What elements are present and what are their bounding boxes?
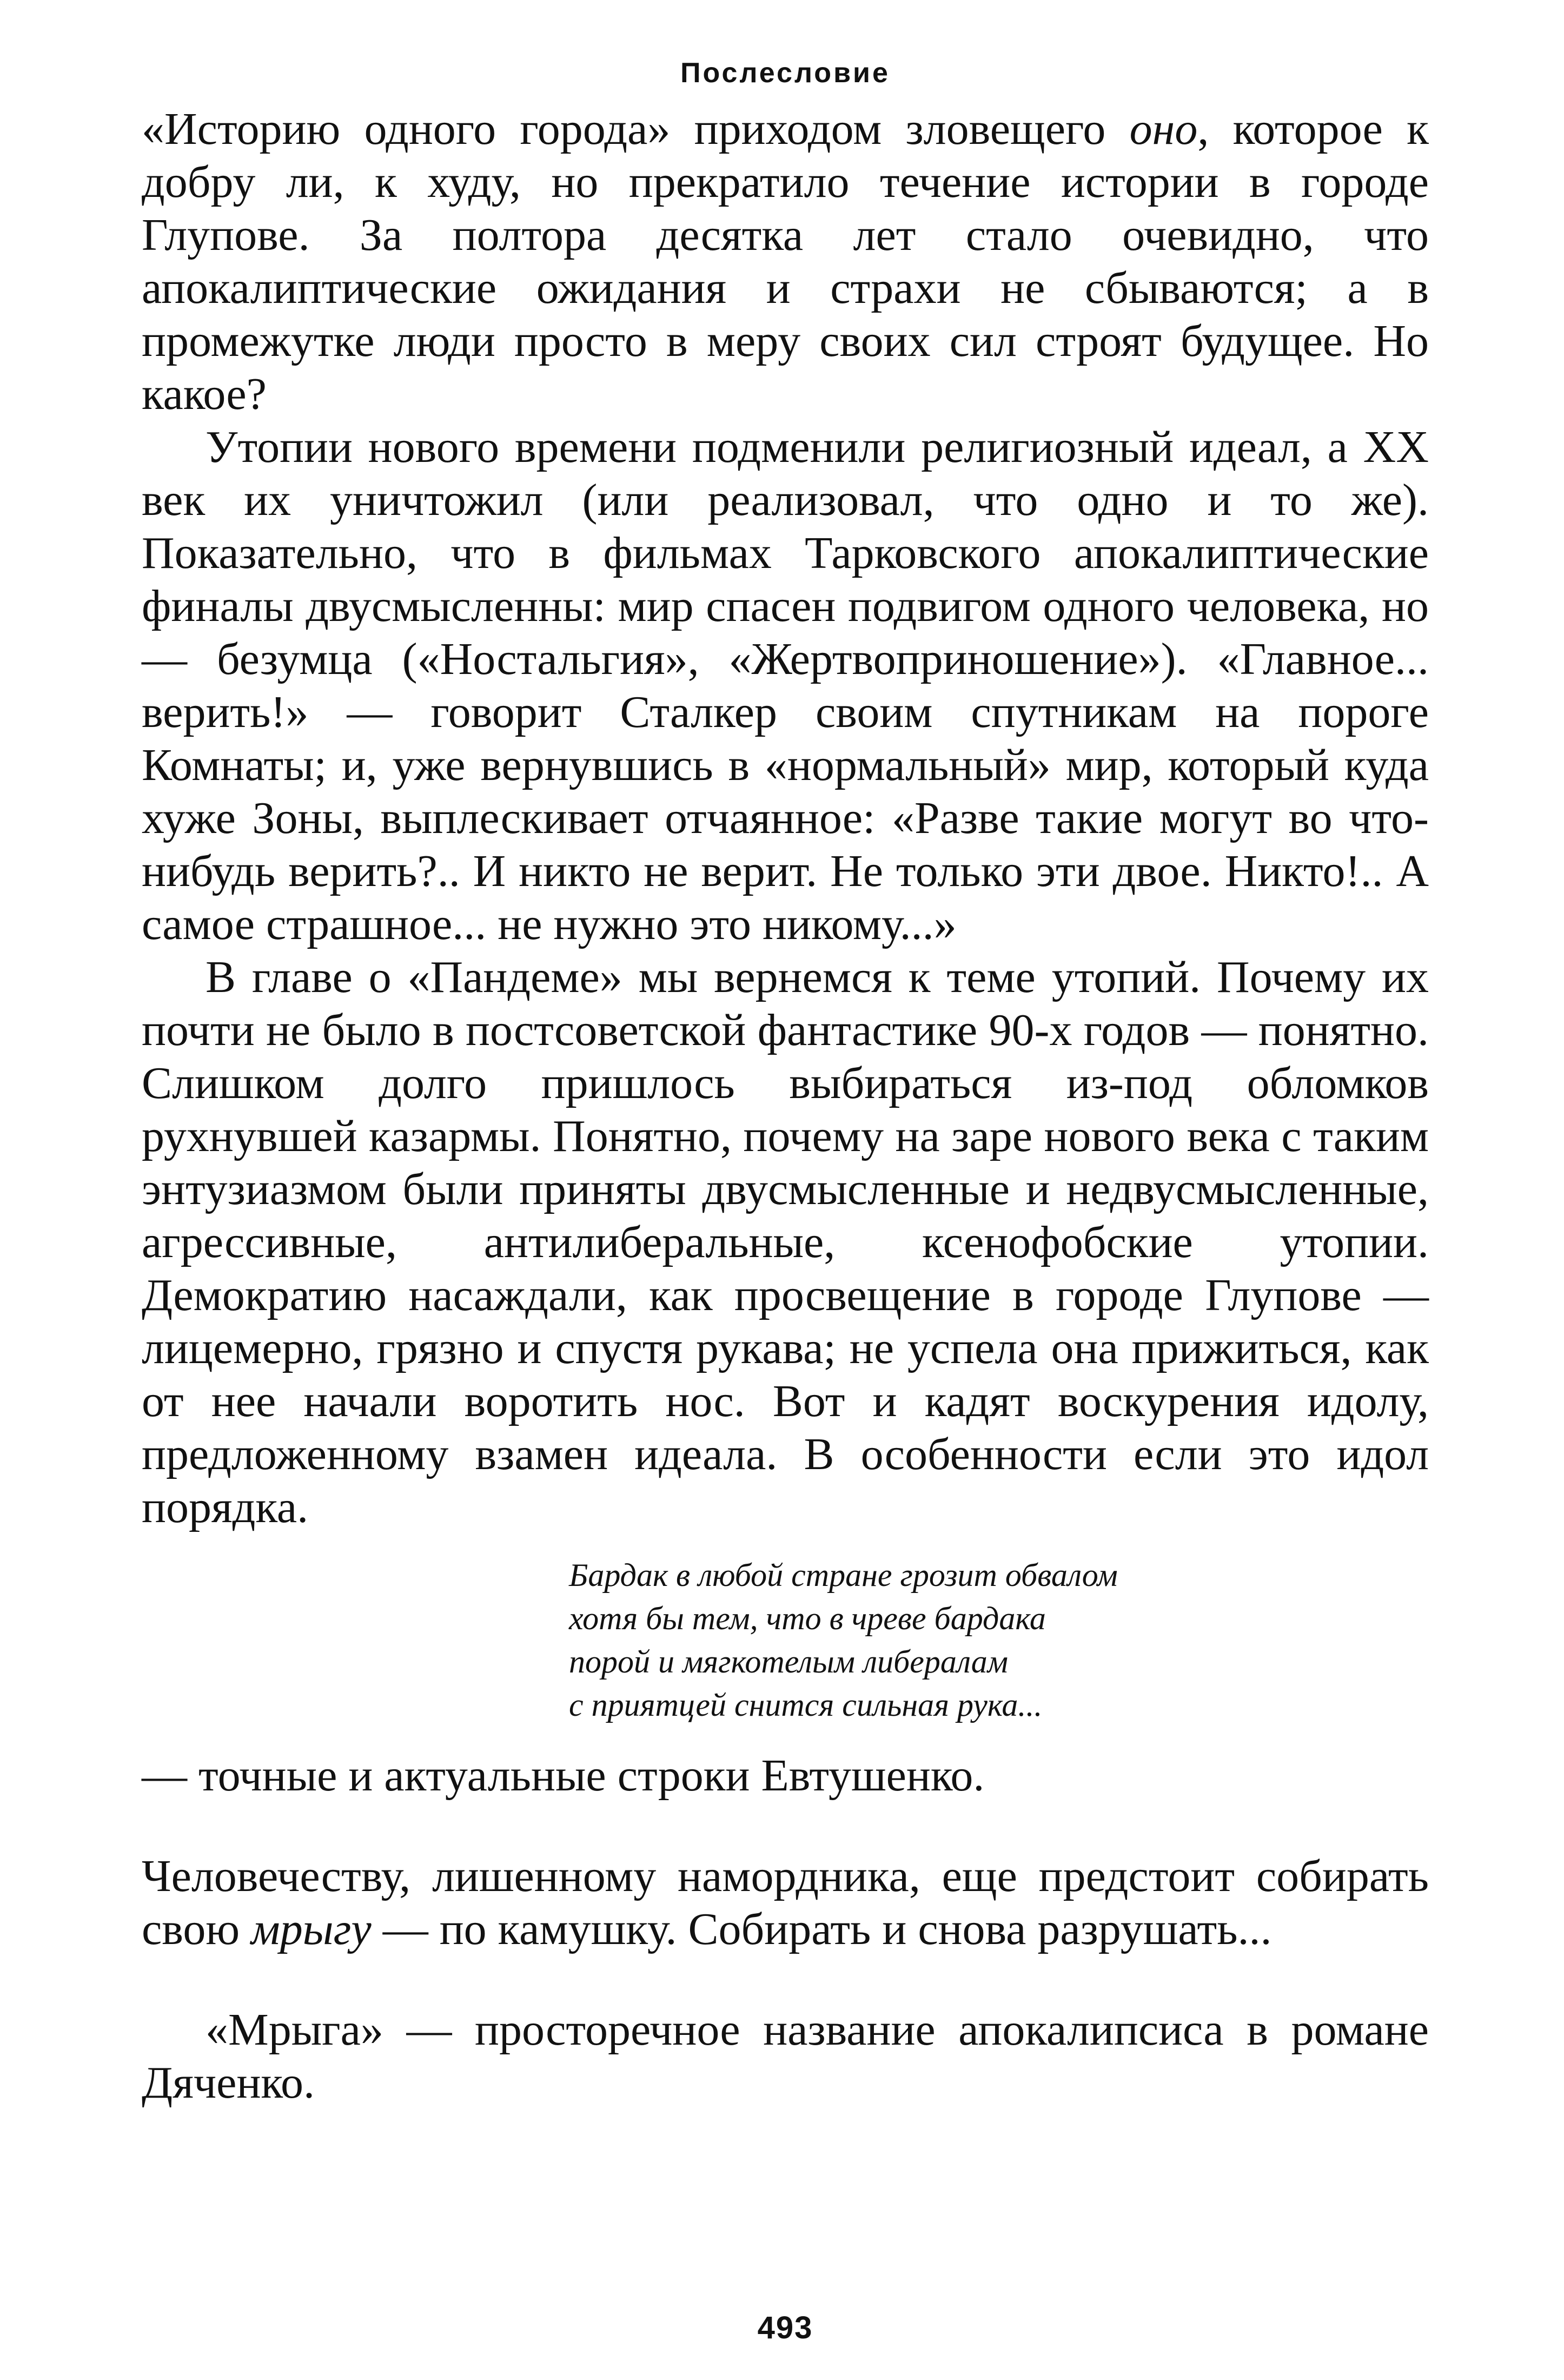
footnote: «Мрыга» — просторечное название апокалипсиса в романе Дяченко. — [142, 2005, 1429, 2108]
paragraph-1 — [142, 103, 1429, 421]
paragraph-3: В главе о «Пандеме» мы вернемся к теме утопий. Почему их почти не было в постсоветской фантастике 90-х годов — понятно. Слишком долго пришлось выбираться из-под обломков рухнувшей казармы. Понятно, почему на заре нового века с таким энтузиазмом были приняты двусмысленные и недвусмысленные, агрессивные, антилиберальные, ксенофобские утопии. Демократию насаждали, как просвещение в городе Глупове — лицемерно, грязно и спустя рукава; не успела она прижиться, как от нее начали воротить нос. Вот и кадят воскурения идолу, предложенному взамен идеала. В особенности если это идол порядка. — [142, 952, 1429, 1532]
closing-text-a: Человечеству, лишенному намордника, еще предстоит собирать свою — [142, 1851, 1429, 1954]
main-text — [142, 103, 1429, 2110]
after-verse-line: — точные и актуальные строки Евтушенко. — [142, 1750, 985, 1801]
paragraph-1-text-a: «Историю одного города» приходом зловещего — [142, 104, 1130, 154]
poem-line-3: порой и мягкотелым либералам — [569, 1644, 1009, 1680]
paragraph-2: Утопии нового времени подменили религиозный идеал, а XX век их уничтожил (или реализовал, что одно и то же). Показательно, что в фильмах Тарковского апокалиптические финалы двусмысленны: мир спасен подвигом одного человека, но — безумца («Ностальгия», «Жертвоприношение»). «Главное... верить!» — говорит Сталкер своим спутникам на пороге Комнаты; и, уже вернувшись в «нормальный» мир, который куда хуже Зоны, выплескивает отчаянное: «Разве такие могут во что-нибудь верить?.. И никто не верит. Не только эти двое. Никто!.. А самое страшное... не нужно это никому...» — [142, 422, 1429, 949]
closing-paragraph — [142, 1850, 1429, 1956]
poem-line-4: с приятцей снится сильная рука... — [569, 1687, 1043, 1723]
paragraph-1-emphasis: оно — [1129, 104, 1198, 154]
closing-emphasis: мрыгу — [251, 1904, 372, 1954]
book-page — [142, 54, 1429, 2345]
running-head: Послесловие — [680, 57, 890, 89]
poem-quote — [569, 1553, 1429, 1727]
page-number: 493 — [757, 2310, 813, 2345]
poem-line-1: Бардак в любой стране грозит обвалом — [569, 1557, 1118, 1593]
poem-line-2: хотя бы тем, что в чреве бардака — [569, 1601, 1046, 1636]
closing-text-b: — по камушку. Собирать и снова разрушать... — [371, 1904, 1272, 1954]
paragraph-1-text-b: , которое к добру ли, к худу, но прекратило течение истории в городе Глупове. За полтора десятка лет стало очевидно, что апокалиптические ожидания и страхи не сбываются; а в промежутке люди просто в меру своих сил строят будущее. Но какое? — [142, 104, 1429, 419]
